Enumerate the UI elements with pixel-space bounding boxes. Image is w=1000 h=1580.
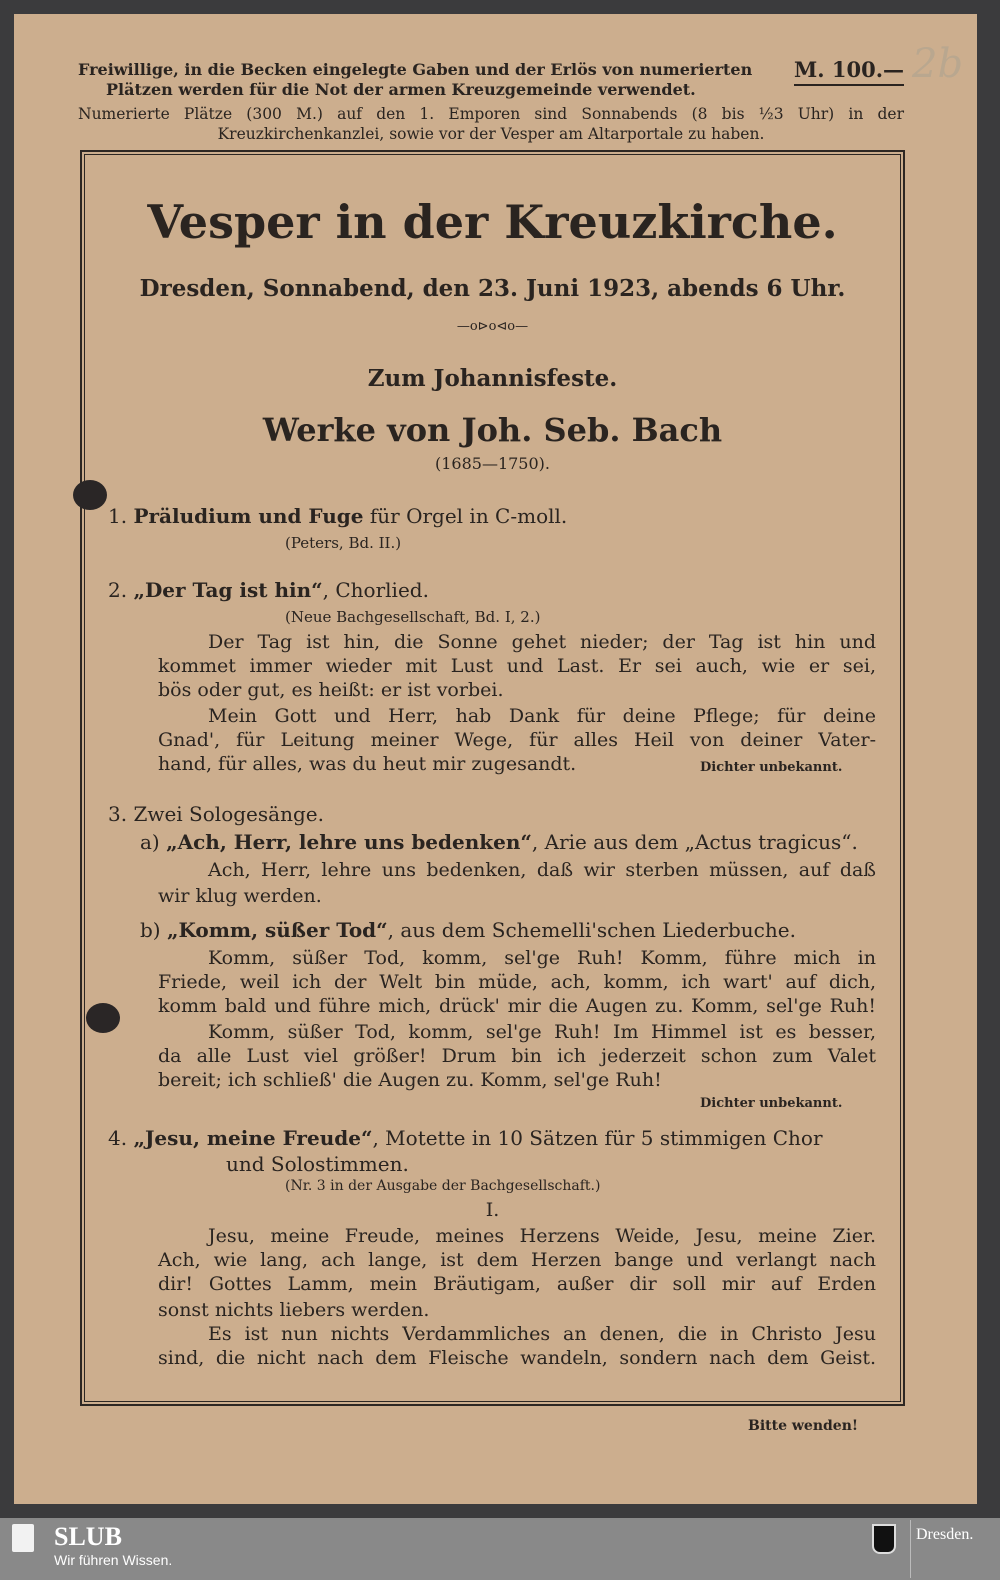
- author-note: Dichter unbekannt.: [700, 1096, 843, 1111]
- text-line: sonst nichts liebers werden.: [158, 1299, 430, 1321]
- item-desc: für Orgel in C-moll.: [363, 504, 568, 528]
- text-line: Komm, süßer Tod, komm, sel'ge Ruh! Im Himmel ist es besser,: [208, 1021, 876, 1043]
- text-line: Jesu, meine Freude, meines Herzens Weide, Jesu, meine Zier.: [208, 1225, 876, 1247]
- item-number: 2.: [108, 578, 128, 602]
- text-line: Ach, wie lang, ach lange, ist dem Herzen bange und verlangt nach: [158, 1249, 876, 1271]
- dresden-coat-of-arms-icon: [872, 1524, 896, 1554]
- title: Vesper in der Kreuzkirche.: [147, 195, 838, 249]
- item-desc: , Chorlied.: [322, 578, 429, 602]
- item-2: [108, 578, 429, 602]
- item-3b: [140, 918, 796, 942]
- text-line: dir! Gottes Lamm, mein Bräutigam, außer dir soll mir auf Erden: [158, 1273, 876, 1295]
- subtitle: Dresden, Sonnabend, den 23. Juni 1923, abends 6 Uhr.: [139, 275, 846, 302]
- dresden-logo-text[interactable]: Dresden.: [916, 1526, 974, 1543]
- text-line: Mein Gott und Herr, hab Dank für deine Pflege; für deine: [208, 705, 876, 727]
- item-number: 4.: [108, 1126, 128, 1150]
- text-line: bös oder gut, es heißt: er ist vorbei.: [158, 679, 504, 701]
- item-number: 3.: [108, 802, 128, 826]
- divider: [910, 1520, 911, 1578]
- text-line: Gnad', für Leitung meiner Wege, für alles Heil von deiner Vater-: [158, 729, 876, 751]
- ornament: —o⊳o⊲o—: [456, 319, 529, 334]
- text-line: bereit; ich schließ' die Augen zu. Komm, sel'ge Ruh!: [158, 1069, 662, 1091]
- item-title: „Der Tag ist hin“: [133, 578, 323, 602]
- item-number: 1.: [108, 504, 128, 528]
- footnote: Bitte wenden!: [748, 1418, 859, 1434]
- punch-hole: [73, 480, 107, 510]
- item-3: [108, 802, 324, 826]
- item-2-source: (Neue Bachgesellschaft, Bd. I, 2.): [285, 608, 541, 626]
- item-1: [108, 504, 567, 528]
- item-4-desc-cont: und Solostimmen.: [226, 1152, 409, 1176]
- text-line: wir klug werden.: [158, 885, 322, 907]
- header-line-3: Numerierte Plätze (300 M.) auf den 1. Emporen sind Sonnabends (8 bis ½3 Uhr) in der: [78, 105, 904, 123]
- item-3a: [140, 830, 858, 854]
- composer-dates: (1685—1750).: [434, 454, 550, 473]
- item-title: „Jesu, meine Freude“: [133, 1126, 373, 1150]
- occasion: Zum Johannisfeste.: [367, 365, 618, 392]
- text-line: hand, für alles, was du heut mir zugesandt.: [158, 753, 577, 775]
- item-title: Zwei Sologesänge.: [133, 802, 324, 826]
- text-line: kommet immer wieder mit Lust und Last. Er sei auch, wie er sei,: [158, 655, 876, 677]
- item-title: Präludium und Fuge: [133, 504, 364, 528]
- text-line: Friede, weil ich der Welt bin müde, ach, komm, ich wart' auf dich,: [158, 971, 876, 993]
- item-title: „Komm, süßer Tod“: [166, 918, 388, 942]
- handwritten-mark: 2b: [912, 41, 964, 87]
- item-desc: , Arie aus dem „Actus tragicus“.: [531, 830, 858, 854]
- text-line: Komm, süßer Tod, komm, sel'ge Ruh! Komm, führe mich in: [208, 947, 876, 969]
- header-line-4: Kreuzkirchenkanzlei, sowie vor der Vesper am Altarportale zu haben.: [217, 125, 765, 143]
- sub-label: a): [140, 830, 160, 854]
- price: M. 100.—: [794, 58, 904, 86]
- text-line: sind, die nicht nach dem Fleische wandeln, sondern nach dem Geist.: [158, 1347, 876, 1369]
- header-line-1: Freiwillige, in die Becken eingelegte Gaben und der Erlös von numerierten: [78, 60, 753, 79]
- sub-label: b): [140, 918, 161, 942]
- section-number: I.: [485, 1199, 500, 1221]
- item-desc: , Motette in 10 Sätzen für 5 stimmigen Chor: [372, 1126, 823, 1150]
- viewer-footer: [0, 1518, 1000, 1580]
- header-line-2: Plätzen werden für die Not der armen Kreuzgemeinde verwendet.: [106, 80, 696, 99]
- works-heading: Werke von Joh. Seb. Bach: [262, 411, 723, 449]
- item-title: „Ach, Herr, lehre uns bedenken“: [166, 830, 532, 854]
- slub-logo-icon: [12, 1524, 34, 1552]
- text-line: Der Tag ist hin, die Sonne gehet nieder; der Tag ist hin und: [208, 631, 876, 653]
- punch-hole: [86, 1003, 120, 1033]
- item-1-source: (Peters, Bd. II.): [285, 534, 402, 552]
- item-desc: , aus dem Schemelli'schen Liederbuche.: [387, 918, 796, 942]
- author-note: Dichter unbekannt.: [700, 760, 843, 775]
- slub-brand[interactable]: SLUB: [54, 1522, 122, 1551]
- text-line: Es ist nun nichts Verdammliches an denen, die in Christo Jesu: [208, 1323, 876, 1345]
- item-4: [108, 1126, 823, 1150]
- slub-tagline: Wir führen Wissen.: [54, 1552, 173, 1568]
- text-line: komm bald und führe mich, drück' mir die Augen zu. Komm, sel'ge Ruh!: [158, 995, 876, 1017]
- text-line: Ach, Herr, lehre uns bedenken, daß wir sterben müssen, auf daß: [208, 859, 876, 881]
- item-4-source: (Nr. 3 in der Ausgabe der Bachgesellschaft.): [285, 1178, 601, 1194]
- text-line: da alle Lust viel größer! Drum bin ich jederzeit schon zum Valet: [158, 1045, 876, 1067]
